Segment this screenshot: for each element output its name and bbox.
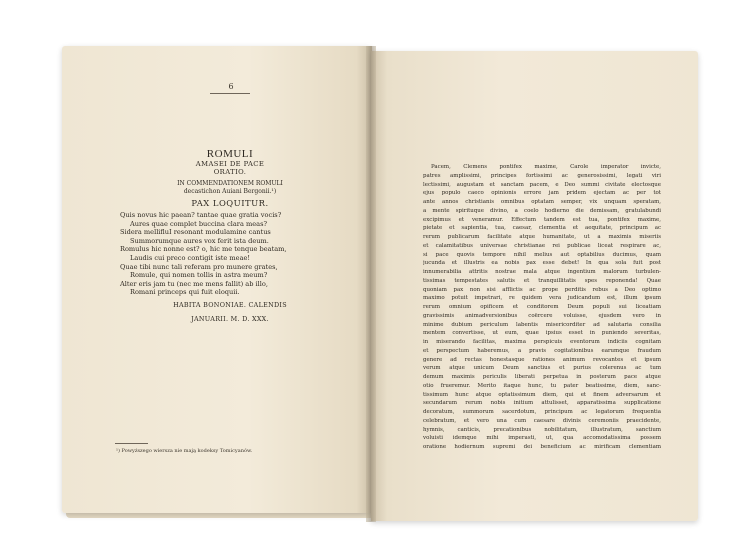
prose-line: tissimas tempestates salutis et tranquillitatis spes reponenda! Quae — [423, 277, 661, 284]
footnote-rule — [115, 443, 148, 444]
prose-line: tissimum hunc atque optatissimum diem, qui et finem adversarum et — [423, 391, 661, 398]
prose-line: ante annos christianis omnibus optatam semper, vix unquam speratam, — [423, 199, 661, 205]
prose-line: ejus populo caeco opinionis errore jam pridem ejectam ac per tot — [423, 190, 661, 197]
prose-line: innumerabilia attritis nostrae mala atque ingentium malorum turbulen- — [423, 269, 661, 275]
prose-line: verum atque unicum Deum sanctius et purius colerenus ac tum — [423, 365, 661, 372]
prose-line: oratione hodiernum supremi dei beneficium ac mirificam clementiam — [423, 444, 661, 450]
poem-block — [120, 148, 340, 323]
oration-subtitle-1: AMASEI DE PACE — [195, 160, 265, 168]
verse-line: Summorumque aures vox ferit ista deum. — [130, 236, 269, 245]
verse-line: Romani princeps qui fuit eloquii. — [130, 288, 240, 297]
prose-line: demum maximis periculis liberati perpetua in posterum pace atque — [423, 374, 661, 380]
prose-line: minime dubium periculum labentis misericorditer ad salutaria consilia — [423, 321, 661, 328]
oration-text — [423, 163, 661, 452]
prose-line: rerum publicarum facilitate atque humanitate, ut a maximis miseriis — [423, 234, 661, 240]
commendation-line-1: IN COMMENDATIONEM ROMULI — [177, 180, 283, 187]
prose-line: pietate et sapientia, tua, caesar, clementia et aequitate, principum ac — [423, 225, 661, 232]
prose-line: mentem convertisse, ut eum, quae ipsius esset in puniendo severitas, — [423, 330, 661, 337]
prose-line: gravissimis animadversionibus coërcere voluisse, ejusdem vero in — [423, 312, 661, 319]
prose-line: a mente spirituque divino, a coelo hodierno die demissam, gratulabundi — [423, 207, 661, 214]
prose-line: voluisti idemque mihi imperasti, ut, qua accomodatissima possem — [423, 435, 661, 442]
prose-line: genere ad rectas honestasque rationes animum revocantes et ipsum — [423, 356, 661, 363]
prose-line: lectissimi, augustam et sanctam pacem, e Deo summi civitate electosque — [423, 181, 661, 188]
verse-line: Laudis cui preco contigit iste meae! — [130, 253, 251, 262]
oration-subtitle-2: ORATIO. — [213, 168, 247, 176]
verse-line: Quis novus hic paean? tantae quae gratia vocis? — [120, 211, 282, 219]
prose-line: celebratum, et vero una cum caesare divinis ceremoniis praecidente, — [423, 417, 661, 424]
prose-line: hymnis, canticis, precationibus nobilitatum, illustratum, sanctium — [423, 426, 661, 433]
place-date-line-1: HABITA BONONIAE. CALENDIS — [173, 300, 287, 309]
commendation-line-2: decastichon Auiani Bergonii.¹) — [183, 188, 277, 195]
prose-line: Pacem, Clemens pontifex maxime, Carole imperator invicte, — [431, 164, 661, 170]
verse-line: Quae tibi nunc tali referam pro munere grates, — [120, 262, 278, 271]
prose-line: decoratum, summorum sacerdotum, principum ac legatorum frequentia — [423, 409, 661, 415]
verse-line: Aures quae complet buccina clara meas? — [130, 219, 267, 228]
prose-line: in miserando facilitas, maxima perspicuis eventorum indiciis cognitam — [423, 339, 661, 345]
verse-line: Romule, qui nomen tollis in astra meum? — [130, 271, 268, 280]
oration-title: ROMULI — [206, 148, 254, 160]
place-date-line-2: JANUARII. M. D. XXX. — [191, 315, 269, 324]
prose-line: maximo potuit impetrari, re quidem vera judicandum est, illum ipsum — [423, 295, 661, 302]
prose-line: excipimus et veneramur. Effectum tandem est tua, pontifex maxime, — [423, 216, 661, 223]
book-spine — [366, 46, 376, 522]
prose-line: rerum omnium opificem et conditorem Deum populi sui liceatiam — [423, 304, 661, 310]
prose-line: quoniam pax non sisi afflictis ac prope perditis rebus a Deo optimo — [423, 286, 661, 293]
header-rule — [210, 93, 250, 94]
footnote: ¹) Powyższego wiersza nie mają kodeksy Tomicyanów. — [116, 448, 253, 454]
prose-line: otio frueremur. Merito itaque hunc, tu pater beatissime, diem, sanc- — [423, 382, 661, 389]
verse-line: Romulus hic nonne est? o, hic me tenque beatam, — [120, 245, 287, 254]
prose-line: et calamitatibus universae christianae rei publicae liceat respirare ac, — [423, 242, 661, 249]
verse-line: Alter eris jam tu (nec me mens fallit) ab illo, — [120, 279, 268, 288]
verse-line: Sidera mellifluI resonant modulamine cantus — [120, 228, 271, 237]
prose-line: et perspectum haberemus, a pravis cogitationibus earumque fraudum — [423, 347, 661, 354]
poem-heading: PAX LOQUITUR. — [191, 198, 269, 208]
prose-line: jucunda et illustris ea nobis pax esse debet! In qua sola fuit post — [423, 260, 661, 267]
prose-line: si pace quovis tempore nihil melius aut optabilius ducimus, quam — [423, 251, 661, 258]
page-number: 6 — [228, 82, 234, 91]
prose-line: secundarum rerum nobis initium attulisset, apparatissima supplicatione — [423, 400, 661, 407]
prose-line: patres amplissimi, principes fortissimi ac generosissimi, legati viri — [423, 172, 661, 179]
